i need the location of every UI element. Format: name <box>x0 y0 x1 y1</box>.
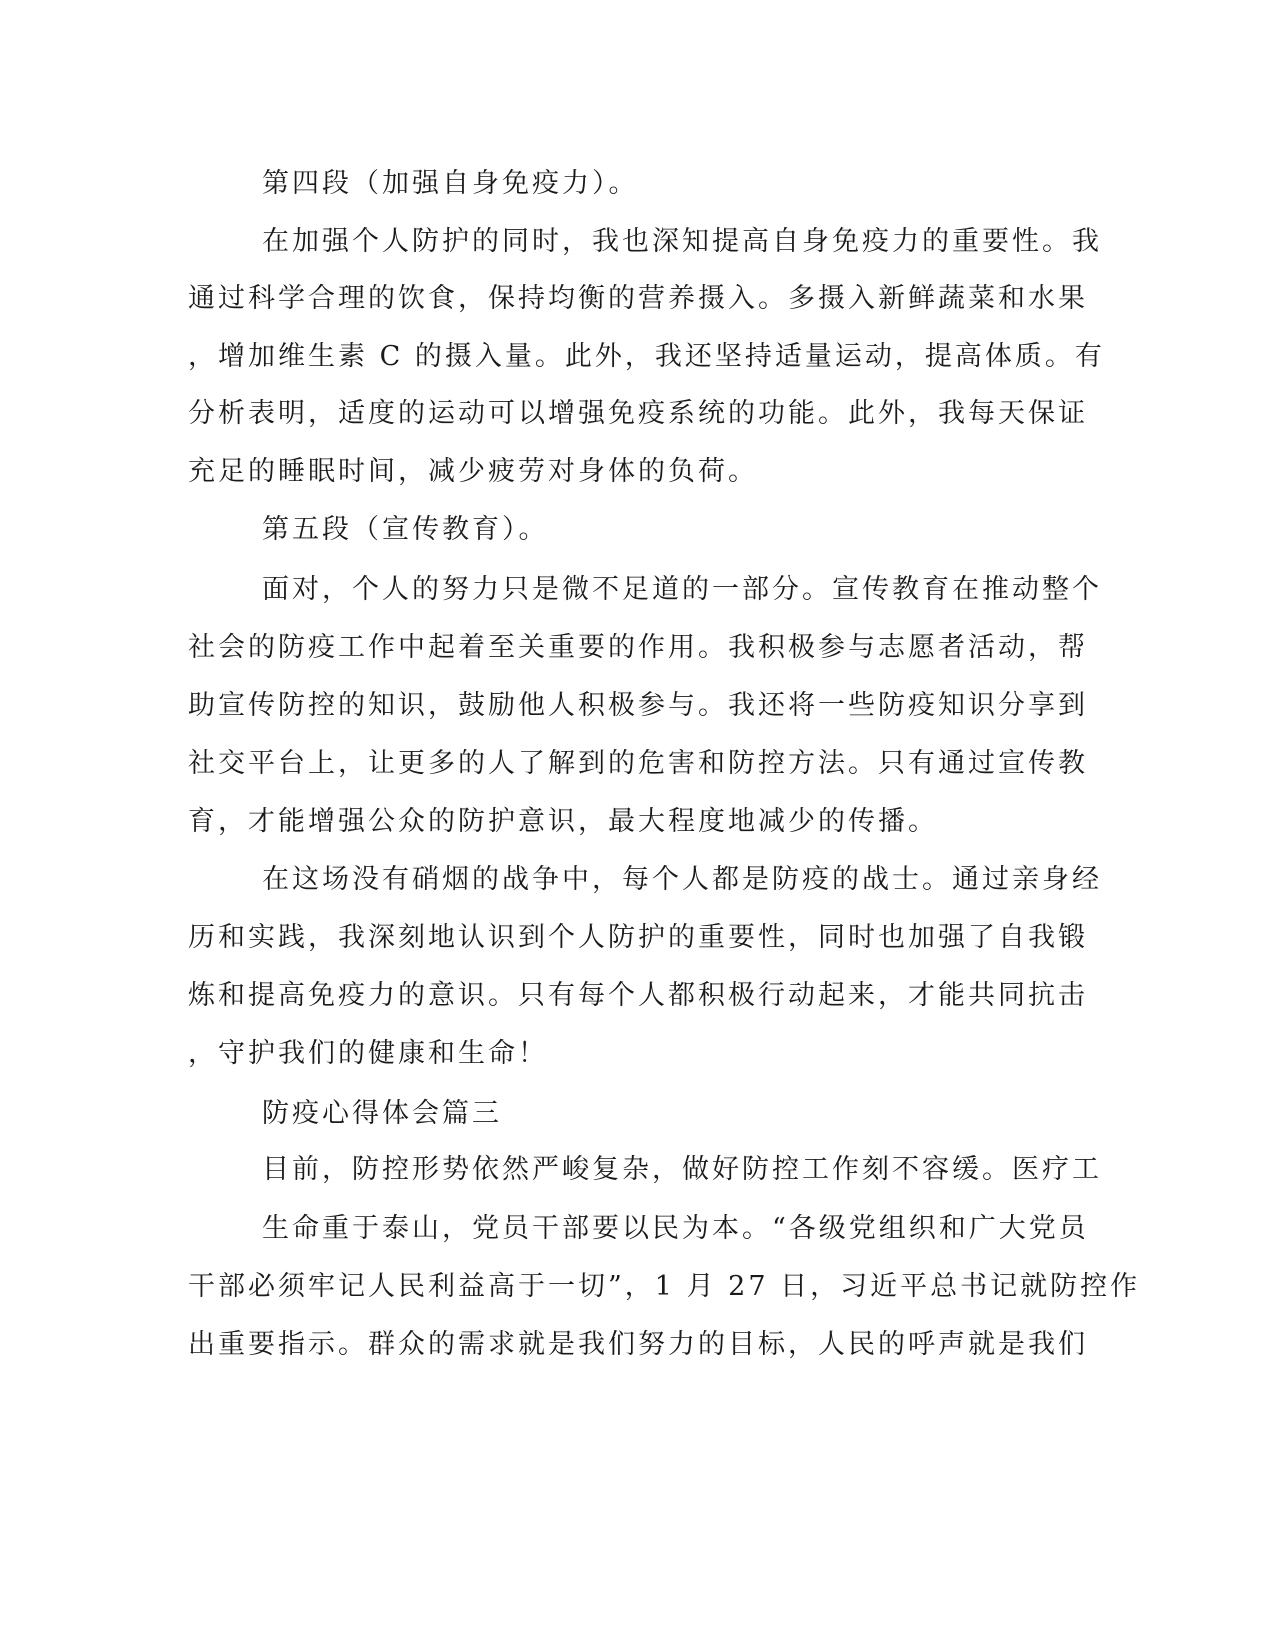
paragraph-line: 分析表明，适度的运动可以增强免疫系统的功能。此外，我每天保证 <box>188 398 1088 429</box>
paragraph-line: 在加强个人防护的同时，我也深知提高自身免疫力的重要性。我 <box>262 226 1102 257</box>
heading-section-four: 第四段（加强自身免疫力）。 <box>262 168 639 199</box>
paragraph-line: 面对，个人的努力只是微不足道的一部分。宣传教育在推动整个 <box>262 574 1102 605</box>
paragraph-line: 炼和提高免疫力的意识。只有每个人都积极行动起来，才能共同抗击 <box>188 980 1088 1011</box>
paragraph-line: 通过科学合理的饮食，保持均衡的营养摄入。多摄入新鲜蔬菜和水果 <box>188 283 1088 314</box>
paragraph-line: 目前，防控形势依然严峻复杂，做好防控工作刻不容缓。医疗工 <box>262 1154 1102 1185</box>
paragraph-line: 育，才能增强公众的防护意识，最大程度地减少的传播。 <box>188 806 938 837</box>
paragraph-line: 充足的睡眠时间，减少疲劳对身体的负荷。 <box>188 456 758 487</box>
paragraph-line: 出重要指示。群众的需求就是我们努力的目标，人民的呼声就是我们 <box>188 1329 1088 1360</box>
paragraph-line: 社会的防疫工作中起着至关重要的作用。我积极参与志愿者活动，帮 <box>188 632 1088 663</box>
paragraph-line: 社交平台上，让更多的人了解到的危害和防控方法。只有通过宣传教 <box>188 748 1088 779</box>
paragraph-line: 生命重于泰山，党员干部要以民为本。“各级党组织和广大党员 <box>262 1213 1089 1244</box>
paragraph-line: 干部必须牢记人民利益高于一切”，1 月 27 日，习近平总书记就防控作 <box>188 1271 1141 1302</box>
paragraph-line: ，守护我们的健康和生命！ <box>188 1038 548 1069</box>
heading-article-three: 防疫心得体会篇三 <box>262 1098 502 1129</box>
paragraph-line: ，增加维生素 C 的摄入量。此外，我还坚持适量运动，提高体质。有 <box>188 341 1105 372</box>
paragraph-line: 在这场没有硝烟的战争中，每个人都是防疫的战士。通过亲身经 <box>262 864 1102 895</box>
heading-section-five: 第五段（宣传教育）。 <box>262 514 549 545</box>
paragraph-line: 历和实践，我深刻地认识到个人防护的重要性，同时也加强了自我锻 <box>188 922 1088 953</box>
paragraph-line: 助宣传防控的知识，鼓励他人积极参与。我还将一些防疫知识分享到 <box>188 690 1088 721</box>
